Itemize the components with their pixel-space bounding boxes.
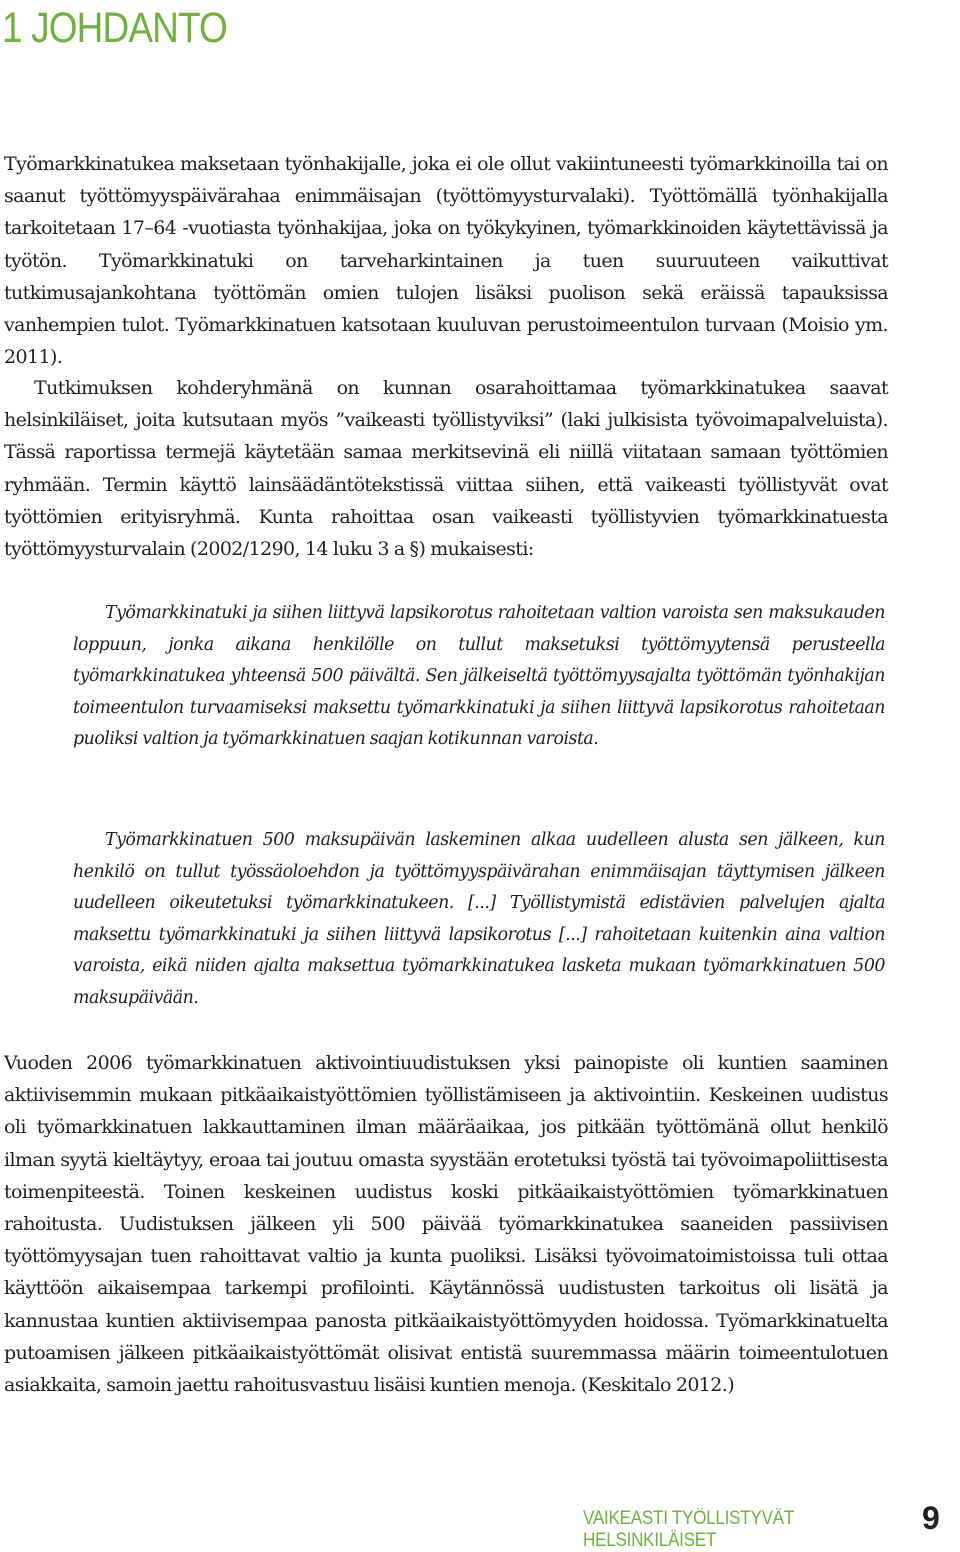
footer-publication-title: VAIKEASTI TYÖLLISTYVÄT HELSINKILÄISET <box>583 1508 794 1551</box>
legal-quote-2: Työmarkkinatuen 500 maksupäivän laskeminen alkaa uudelleen alusta sen jälkeen, kun henkilö on tullut työssäoloehdon ja työttömyyspäivärahan enimmäisajan täyttymisen jälkeen uudelleen oikeutetuksi työmarkkinatukeen. [...] Työllistymistä edistävien palvelujen ajalta maksettu työmarkkinatuki ja siihen liittyvä lapsikorotus [...] rahoitetaan kuitenkin aina valtion varoista, eikä niiden ajalta maksettua työmarkkinatukea lasketa mukaan työmarkkinatuen 500 maksupäivään. <box>73 830 885 1008</box>
body-paragraph-2-text: Tutkimuksen kohderyhmänä on kunnan osarahoittamaa työmarkkinatukea saavat helsinkiläiset, joita kutsutaan myös ”vaikeasti työllistyviksi” (laki julkisista työvoimapalveluista). Tässä raportissa termejä käytetään samaa merkitsevinä eli niillä viitataan samaan työttömien ryhmään. Termin käyttö lainsäädäntötekstissä viittaa siihen, että vaikeasti työllistyvät ovat työttömien erityisryhmä. Kunta rahoittaa osan vaikeasti työllistyvien työmarkkinatuesta työttömyysturvalain (2002/1290, 14 luku 3 a §) mukaisesti: <box>4 377 888 561</box>
body-paragraph-3: Vuoden 2006 työmarkkinatuen aktivointiuudistuksen yksi painopiste oli kuntien saaminen aktiivisemmin mukaan pitkäaikaistyöttömien työllistämiseen ja aktivointiin. Keskeinen uudistus oli työmarkkinatuen lakkauttaminen ilman määräaikaa, jos pitkään työttömänä ollut henkilö ilman syytä kieltäytyy, eroaa tai joutuu omasta syystään erotetuksi työstä tai työvoimapoliittisesta toimenpiteestä. Toinen keskeinen uudistus koski pitkäaikaistyöttömien työmarkkinatuen rahoitusta. Uudistuksen jälkeen yli 500 päivää työmarkkinatukea saaneiden passiivisen työttömyysajan tuen rahoittavat valtio ja kunta puoliksi. Lisäksi työvoimatoimistoissa tuli ottaa käyttöön aikaisempaa tarkempi profilointi. Käytännössä uudistusten tarkoitus oli lisätä ja kannustaa kuntien aktiivisempaa panosta pitkäaikaistyöttömyyden hoidossa. Työmarkkinatuelta putoamisen jälkeen pitkäaikaistyöttömät olisivat entistä suuremmassa määrin toimeentulotuen asiakkaita, samoin jaettu rahoitusvastuu lisäisi kuntien menoja. (Keskitalo 2012.) <box>4 1052 888 1397</box>
page-number: 9 <box>922 1500 940 1536</box>
legal-quote-1: Työmarkkinatuki ja siihen liittyvä lapsikorotus rahoitetaan valtion varoista sen maksukauden loppuun, jonka aikana henkilölle on tullut maksetuksi työttömyytensä perusteella työmarkkinatukea yhteensä 500 päivältä. Sen jälkeiseltä työttömyysajalta työttömän työnhakijan toimeentulon turvaamiseksi maksettu työmarkkinatuki ja siihen liittyvä lapsikorotus rahoitetaan puoliksi valtion ja työmarkkinatuen saajan kotikunnan varoista. <box>73 603 885 750</box>
body-paragraph-1: Työmarkkinatukea maksetaan työnhakijalle, joka ei ole ollut vakiintuneesti työmarkkinoilla tai on saanut työttömyyspäivärahaa enimmäisajan (työttömyysturvalaki). Työttömällä työnhakijalla tarkoitetaan 17–64 -vuotiasta työnhakijaa, joka on työkykyinen, työmarkkinoiden käytettävissä ja työtön. Työmarkkinatuki on tarveharkintainen ja tuen suuruuteen vaikuttivat tutkimusajankohtana työttömän omien tulojen lisäksi puolison sekä eräissä tapauksissa vanhempien tulot. Työmarkkinatuen katsotaan kuuluvan perustoimeentulon turvaan (Moisio ym. 2011). <box>4 153 888 369</box>
chapter-title: 1 JOHDANTO <box>2 4 227 52</box>
body-paragraph-2 <box>4 372 888 565</box>
